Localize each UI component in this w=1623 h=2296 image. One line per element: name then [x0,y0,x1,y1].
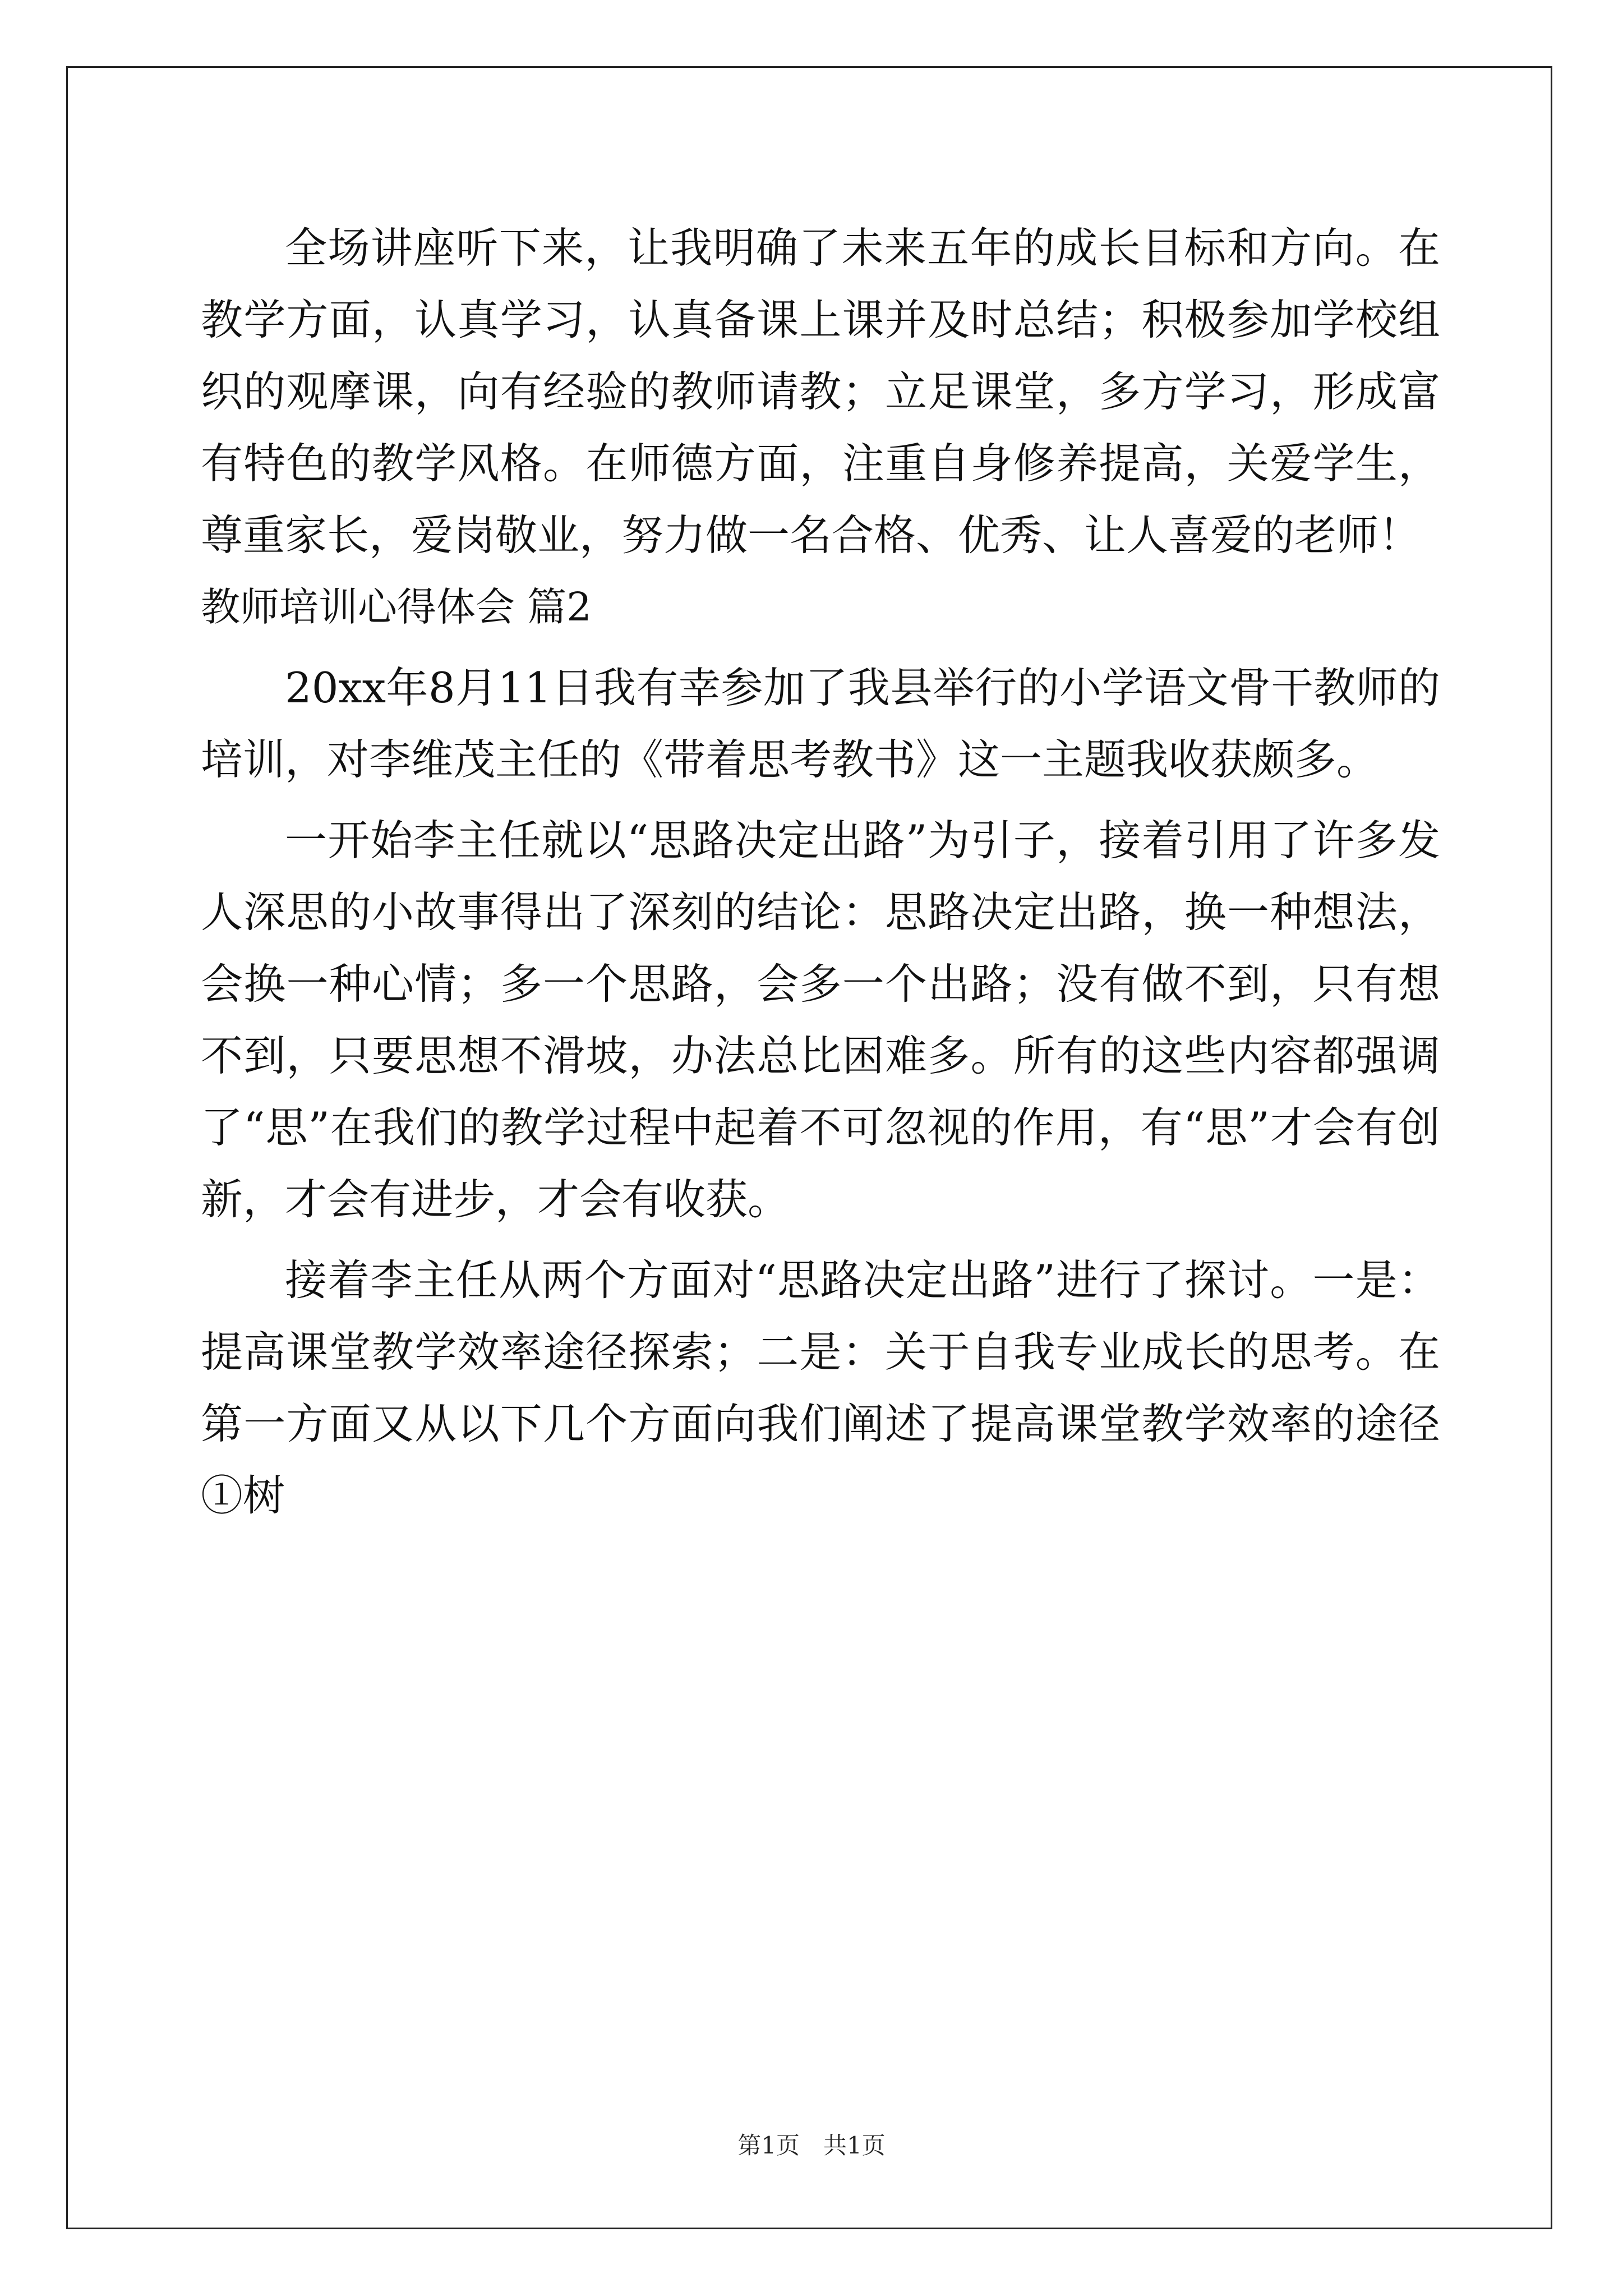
paragraph-2: 20xx年8月11日我有幸参加了我县举行的小学语文骨干教师的培训，对李维茂主任的《带着思考教书》这一主题我收获颇多。 [201,663,1440,784]
paragraph-4: 接着李主任从两个方面对“思路决定出路”进行了探讨。一是：提高课堂教学效率途径探索；二是：关于自我专业成长的思考。在第一方面又从以下几个方面向我们阐述了提高课堂教学效率的途径①树 [201,1255,1440,1520]
paragraph-3: 一开始李主任就以“思路决定出路”为引子，接着引用了许多发人深思的小故事得出了深刻的结论：思路决定出路，换一种想法，会换一种心情；多一个思路，会多一个出路；没有做不到，只有想不到，只要思想不滑坡，办法总比困难多。所有的这些内容都强调了“思”在我们的教学过程中起着不可忽视的作用，有“思”才会有创新，才会有进步，才会有收获。 [201,816,1440,1224]
page-footer: 第1页 共1页 [737,2132,886,2159]
document-body [201,212,1440,1531]
section-heading: 教师培训心得体会 篇2 [201,584,592,630]
paragraph-1: 全场讲座听下来，让我明确了未来五年的成长目标和方向。在教学方面，认真学习，认真备课上课并及时总结；积极参加学校组织的观摩课，向有经验的教师请教；立足课堂，多方学习，形成富有特色的教学风格。在师德方面，注重自身修养提高，关爱学生，尊重家长，爱岗敬业，努力做一名合格、优秀、让人喜爱的老师！ [201,223,1440,560]
